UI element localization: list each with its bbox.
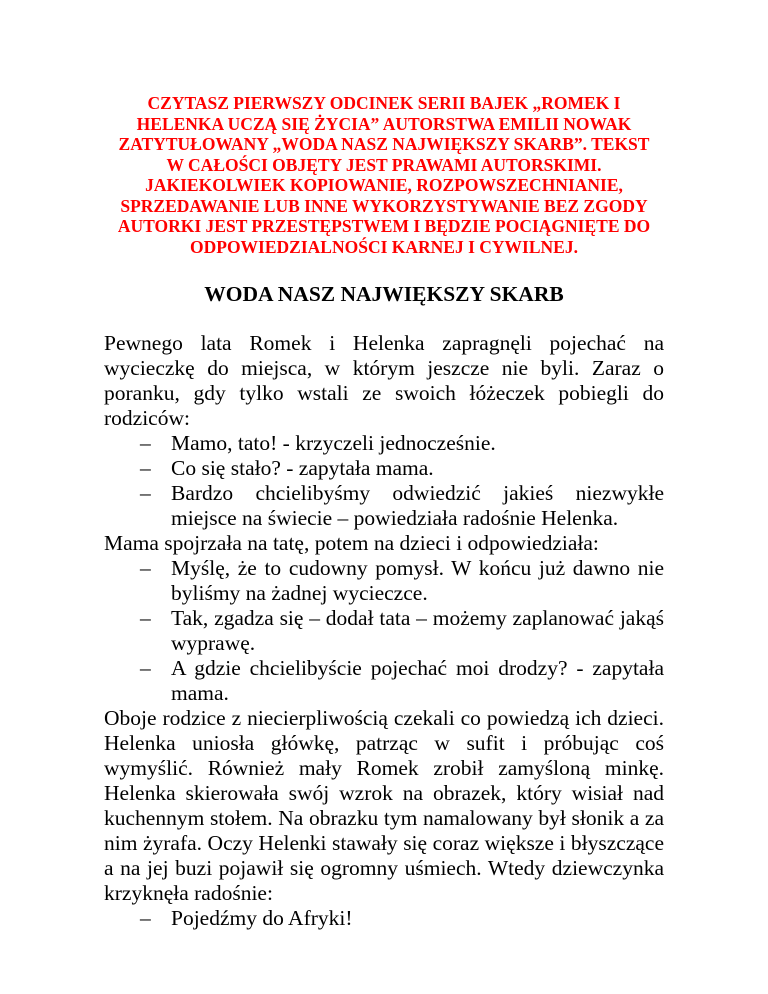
dash-bullet: – xyxy=(140,606,151,630)
dialogue-text: Pojedźmy do Afryki! xyxy=(171,906,353,930)
dialogue-line xyxy=(104,556,664,606)
story-title: WODA NASZ NAJWIĘKSZY SKARB xyxy=(204,282,564,306)
dialogue-line xyxy=(104,656,664,706)
dialogue-text: Bardzo chcielibyśmy odwiedzić jakieś niezwykłe miejsce na świecie – powiedziała radośnie Helenka. xyxy=(171,481,664,530)
dialogue-line xyxy=(104,456,664,481)
dialogue-line xyxy=(104,481,664,531)
dialogue-list xyxy=(104,431,664,531)
dialogue-text: Co się stało? - zapytała mama. xyxy=(171,456,434,480)
copyright-notice: CZYTASZ PIERWSZY ODCINEK SERII BAJEK „ROMEK I HELENKA UCZĄ SIĘ ŻYCIA” AUTORSTWA EMILII NOWAK ZATYTUŁOWANY „WODA NASZ NAJWIĘKSZY SKARB”. TEKST W CAŁOŚCI OBJĘTY JEST PRAWAMI AUTORSKIMI. JAKIEKOLWIEK KOPIOWANIE, ROZPOWSZECHNIANIE, SPRZEDAWANIE LUB INNE WYKORZYSTYWANIE BEZ ZGODY AUTORKI JEST PRZESTĘPSTWEM I BĘDZIE POCIĄGNIĘTE DO ODPOWIEDZIALNOŚCI KARNEJ I CYWILNEJ. xyxy=(117,93,651,257)
dash-bullet: – xyxy=(140,906,151,930)
dialogue-text: Mamo, tato! - krzyczeli jednocześnie. xyxy=(171,431,496,455)
story-paragraph: Mama spojrzała na tatę, potem na dzieci i odpowiedziała: xyxy=(104,531,599,555)
dialogue-line xyxy=(104,606,664,656)
dialogue-text: A gdzie chcielibyście pojechać moi drodzy? - zapytała mama. xyxy=(171,656,664,705)
dialogue-text: Tak, zgadza się – dodał tata – możemy zaplanować jakąś wyprawę. xyxy=(171,606,664,655)
dash-bullet: – xyxy=(140,481,151,505)
dialogue-list xyxy=(104,556,664,706)
dash-bullet: – xyxy=(140,431,151,455)
dash-bullet: – xyxy=(140,556,151,580)
dash-bullet: – xyxy=(140,656,151,680)
story-paragraph: Oboje rodzice z niecierpliwością czekali co powiedzą ich dzieci. Helenka uniosła główkę, patrząc w sufit i próbując coś wymyślić. Również mały Romek zrobił zamyśloną minkę. Helenka skierowała swój wzrok na obrazek, który wisiał nad kuchennym stołem. Na obrazku tym namalowany był słonik a za nim żyrafa. Oczy Helenki stawały się coraz większe i błyszczące a na jej buzi pojawił się ogromny uśmiech. Wtedy dziewczynka krzyknęła radośnie: xyxy=(104,706,664,905)
dialogue-line xyxy=(104,431,664,456)
dialogue-text: Myślę, że to cudowny pomysł. W końcu już dawno nie byliśmy na żadnej wycieczce. xyxy=(171,556,664,605)
dialogue-list xyxy=(104,906,664,931)
story-paragraph: Pewnego lata Romek i Helenka zapragnęli pojechać na wycieczkę do miejsca, w którym jeszcze nie byli. Zaraz o poranku, gdy tylko wstali ze swoich łóżeczek pobiegli do rodziców: xyxy=(104,331,664,430)
dialogue-line xyxy=(104,906,664,931)
dash-bullet: – xyxy=(140,456,151,480)
